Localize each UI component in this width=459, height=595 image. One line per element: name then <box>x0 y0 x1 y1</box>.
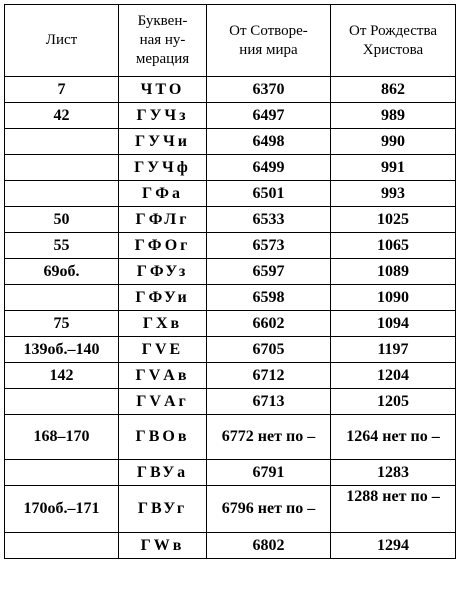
cell-from-creation: 6533 <box>207 207 331 233</box>
cell-letter-numbering: ЧТО <box>119 77 207 103</box>
cell-from-nativity: 1204 <box>331 363 456 389</box>
table-row <box>5 181 456 207</box>
table-row <box>5 233 456 259</box>
table-row <box>5 155 456 181</box>
cell-list <box>5 389 119 415</box>
cell-letter-numbering: ГФЛг <box>119 207 207 233</box>
cell-letter-numbering: ГVАг <box>119 389 207 415</box>
cell-list: 168–170 <box>5 415 119 460</box>
cell-from-nativity: 993 <box>331 181 456 207</box>
cell-list <box>5 129 119 155</box>
cell-letter-numbering: ГWв <box>119 533 207 559</box>
cell-from-nativity: 1094 <box>331 311 456 337</box>
cell-from-creation: 6713 <box>207 389 331 415</box>
table-row <box>5 259 456 285</box>
cell-from-creation: 6602 <box>207 311 331 337</box>
header-from-nativity: От Рождества Христова <box>331 5 456 77</box>
cell-letter-numbering: ГХв <box>119 311 207 337</box>
cell-from-creation: 6497 <box>207 103 331 129</box>
cell-from-nativity: 990 <box>331 129 456 155</box>
cell-from-creation: 6597 <box>207 259 331 285</box>
table-row <box>5 460 456 486</box>
cell-from-creation: 6499 <box>207 155 331 181</box>
cell-list <box>5 533 119 559</box>
table-row <box>5 337 456 363</box>
cell-list <box>5 285 119 311</box>
cell-from-creation: 6802 <box>207 533 331 559</box>
cell-from-nativity: 991 <box>331 155 456 181</box>
header-letter-numbering: Буквен- ная ну- мерация <box>119 5 207 77</box>
table-row <box>5 486 456 533</box>
cell-from-nativity: 1025 <box>331 207 456 233</box>
cell-from-nativity: 1294 <box>331 533 456 559</box>
table-row <box>5 415 456 460</box>
table-row <box>5 311 456 337</box>
cell-list <box>5 460 119 486</box>
header-list: Лист <box>5 5 119 77</box>
cell-letter-numbering: ГФУи <box>119 285 207 311</box>
cell-from-creation: 6498 <box>207 129 331 155</box>
cell-from-nativity: 1197 <box>331 337 456 363</box>
table-row <box>5 77 456 103</box>
cell-from-creation: 6598 <box>207 285 331 311</box>
table-row <box>5 285 456 311</box>
cell-from-creation: 6501 <box>207 181 331 207</box>
chronology-table <box>4 4 456 559</box>
cell-letter-numbering: ГУЧз <box>119 103 207 129</box>
cell-from-nativity: 1288 нет по – <box>331 486 456 533</box>
cell-list <box>5 181 119 207</box>
cell-from-nativity: 1283 <box>331 460 456 486</box>
table-row <box>5 389 456 415</box>
table-row <box>5 533 456 559</box>
cell-from-nativity: 989 <box>331 103 456 129</box>
cell-list: 55 <box>5 233 119 259</box>
table-row <box>5 129 456 155</box>
cell-letter-numbering: ГVЕ <box>119 337 207 363</box>
cell-letter-numbering: ГВОв <box>119 415 207 460</box>
cell-from-creation: 6712 <box>207 363 331 389</box>
header-row <box>5 5 456 77</box>
cell-list: 170об.–171 <box>5 486 119 533</box>
cell-list: 42 <box>5 103 119 129</box>
cell-list: 7 <box>5 77 119 103</box>
header-from-creation: От Сотворе- ния мира <box>207 5 331 77</box>
cell-from-creation: 6573 <box>207 233 331 259</box>
cell-from-creation: 6370 <box>207 77 331 103</box>
cell-from-nativity: 1090 <box>331 285 456 311</box>
cell-letter-numbering: ГВУг <box>119 486 207 533</box>
cell-letter-numbering: ГVАв <box>119 363 207 389</box>
cell-from-creation: 6772 нет по – <box>207 415 331 460</box>
cell-letter-numbering: ГФОг <box>119 233 207 259</box>
cell-letter-numbering: ГФУз <box>119 259 207 285</box>
cell-from-nativity: 1205 <box>331 389 456 415</box>
cell-list: 50 <box>5 207 119 233</box>
table-row <box>5 207 456 233</box>
cell-letter-numbering: ГУЧф <box>119 155 207 181</box>
cell-list: 75 <box>5 311 119 337</box>
cell-list: 142 <box>5 363 119 389</box>
cell-from-nativity: 1089 <box>331 259 456 285</box>
table-row <box>5 363 456 389</box>
cell-list: 69об. <box>5 259 119 285</box>
cell-from-creation: 6796 нет по – <box>207 486 331 533</box>
cell-letter-numbering: ГФа <box>119 181 207 207</box>
cell-from-creation: 6791 <box>207 460 331 486</box>
cell-from-nativity: 1065 <box>331 233 456 259</box>
cell-letter-numbering: ГУЧи <box>119 129 207 155</box>
cell-list: 139об.–140 <box>5 337 119 363</box>
cell-list <box>5 155 119 181</box>
table-row <box>5 103 456 129</box>
cell-letter-numbering: ГВУа <box>119 460 207 486</box>
cell-from-creation: 6705 <box>207 337 331 363</box>
cell-from-nativity: 1264 нет по – <box>331 415 456 460</box>
cell-from-nativity: 862 <box>331 77 456 103</box>
